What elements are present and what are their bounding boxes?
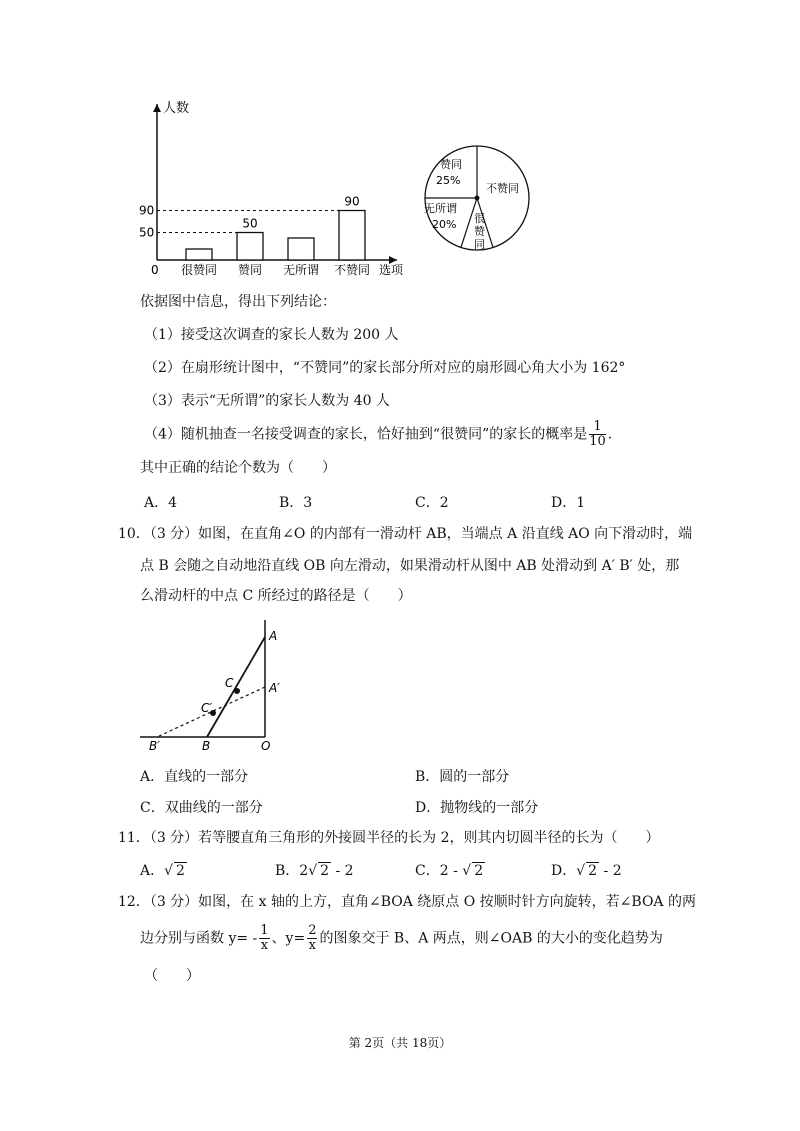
bar-chart-content (139, 100, 404, 277)
q9-option-c[interactable]: C．2 (415, 495, 449, 511)
q11-option-b-prefix: B．2 (275, 863, 309, 879)
bar-chart (135, 98, 425, 283)
q12-line-2-c: 的图象交于 B、A 两点，则∠OAB 的大小的变化趋势为 (319, 930, 663, 947)
q12-line-1: 12．（3 分）如图，在 x 轴的上方，直角∠BOA 绕原点 O 按顺时针方向旋转，若∠BOA 的两 (118, 894, 696, 910)
q11-option-a[interactable]: A．√ 2 (140, 863, 185, 879)
fraction-numerator: 2 (308, 923, 317, 938)
q10-option-a[interactable]: A．直线的一部分 (140, 769, 249, 785)
q11-option-b[interactable]: B．2√ 2 - 2 (275, 863, 354, 879)
bar-value-label: 50 (242, 216, 258, 231)
fraction-2-over-x (307, 924, 317, 953)
pie-slice-percent: 25% (436, 174, 461, 187)
bar (288, 238, 314, 260)
label-c1: C′ (201, 701, 213, 715)
q12-line-2 (140, 924, 663, 953)
fraction-denominator: 10 (589, 434, 606, 449)
bar (186, 249, 212, 260)
x-axis-label: 选项 (379, 263, 404, 277)
label-b: B (202, 739, 211, 753)
q10-option-c[interactable]: C．双曲线的一部分 (140, 800, 263, 816)
q9-question: 其中正确的结论个数为（ ） (140, 460, 336, 476)
q11-text: 11．（3 分）若等腰直角三角形的外接圆半径的长为 2，则其内切圆半径的长为（ ） (118, 830, 660, 846)
pie-center-dot (475, 196, 480, 201)
origin-label: 0 (151, 263, 159, 277)
label-c: C (225, 676, 234, 690)
probability-fraction (589, 420, 606, 449)
label-b1: B′ (149, 739, 160, 753)
pie-slice-label: 无所谓 (424, 202, 457, 215)
q11-option-b-suffix: - 2 (335, 863, 354, 879)
q10-line-2: 点 B 会随之自动地沿直线 OB 向左滑动，如果滑动杆从图中 AB 处滑动到 A′ B′ 处，那 (140, 558, 680, 574)
q10-option-b[interactable]: B．圆的一部分 (415, 769, 510, 785)
q11-option-a-radicand: 2 (176, 863, 185, 879)
pie-slice-percent: 20% (432, 218, 457, 231)
q9-statement-4-end: . (607, 426, 613, 443)
x-tick-label: 无所谓 (282, 263, 320, 277)
q9-statement-3: （3）表示“无所谓”的家长人数为 40 人 (144, 393, 390, 409)
pie-slice-label: 不赞同 (486, 182, 519, 195)
pie-slice-label-char: 同 (474, 238, 485, 251)
q9-option-d[interactable]: D．1 (551, 495, 586, 511)
point-c (234, 688, 240, 694)
bar-value-label: 90 (344, 194, 360, 209)
pie-chart (420, 138, 535, 256)
fraction-denominator: x (260, 938, 269, 953)
q11-option-d[interactable]: D．√ 2 - 2 (551, 863, 622, 879)
sliding-rod-figure (135, 615, 295, 755)
q11-option-b-radicand: 2 (320, 863, 330, 879)
q9-statement-2: （2）在扇形统计图中，“不赞同”的家长部分所对应的扇形圆心角大小为 162° (144, 360, 626, 376)
pie-slice-label: 赞同 (440, 158, 462, 171)
q12-line-2-b: 、y= (271, 930, 306, 947)
y-axis-label: 人数 (163, 101, 190, 116)
label-a1: A′ (269, 681, 280, 695)
q9-statement-4 (144, 420, 612, 449)
fraction-1-over-x (259, 924, 269, 953)
x-tick-label: 很赞同 (180, 263, 218, 277)
fraction-denominator: x (308, 938, 317, 953)
y-tick-label: 50 (139, 225, 155, 240)
q12-line-2-a: 边分别与函数 y= - (140, 930, 258, 947)
q11-option-d-prefix: D． (551, 863, 577, 879)
y-tick-label: 90 (139, 203, 155, 218)
x-tick-label: 不赞同 (333, 263, 371, 277)
q9-option-b[interactable]: B．3 (279, 495, 313, 511)
page-footer: 第 2页（共 18页） (348, 1036, 452, 1050)
q9-statement-4-text: （4）随机抽查一名接受调查的家长，恰好抽到“很赞同”的家长的概率是 (144, 426, 588, 443)
y-axis-arrow (153, 104, 161, 112)
q11-option-d-radicand: 2 (588, 863, 598, 879)
pie-slice-label-char: 赞 (474, 225, 485, 238)
q11-option-c-prefix: C．2 - (415, 863, 458, 879)
pie-chart-content (424, 146, 529, 251)
fraction-numerator: 1 (260, 923, 269, 938)
q9-statement-1: （1）接受这次调查的家长人数为 200 人 (144, 327, 399, 343)
q10-option-d[interactable]: D．抛物线的一部分 (415, 800, 539, 816)
q10-line-3: 么滑动杆的中点 C 所经过的路径是（ ） (140, 588, 412, 604)
q11-option-d-suffix: - 2 (603, 863, 622, 879)
fraction-numerator: 1 (589, 420, 606, 435)
label-a: A (269, 629, 278, 643)
q9-intro: 依据图中信息，得出下列结论： (140, 294, 336, 310)
q12-line-3: （ ） (144, 968, 200, 984)
bar (339, 211, 365, 261)
pie-slice-label-char: 很 (474, 212, 485, 225)
rod-ab (207, 637, 265, 737)
bar (237, 233, 263, 261)
q11-option-c-radicand: 2 (474, 863, 484, 879)
q10-line-1: 10．（3 分）如图，在直角∠O 的内部有一滑动杆 AB，当端点 A 沿直线 AO 向下滑动时，端 (118, 526, 693, 542)
q11-option-c[interactable]: C．2 - √ 2 (415, 863, 484, 879)
q11-option-a-prefix: A． (140, 863, 165, 879)
q9-option-a[interactable]: A．4 (144, 495, 178, 511)
x-tick-label: 赞同 (237, 263, 263, 277)
label-o: O (261, 739, 271, 753)
